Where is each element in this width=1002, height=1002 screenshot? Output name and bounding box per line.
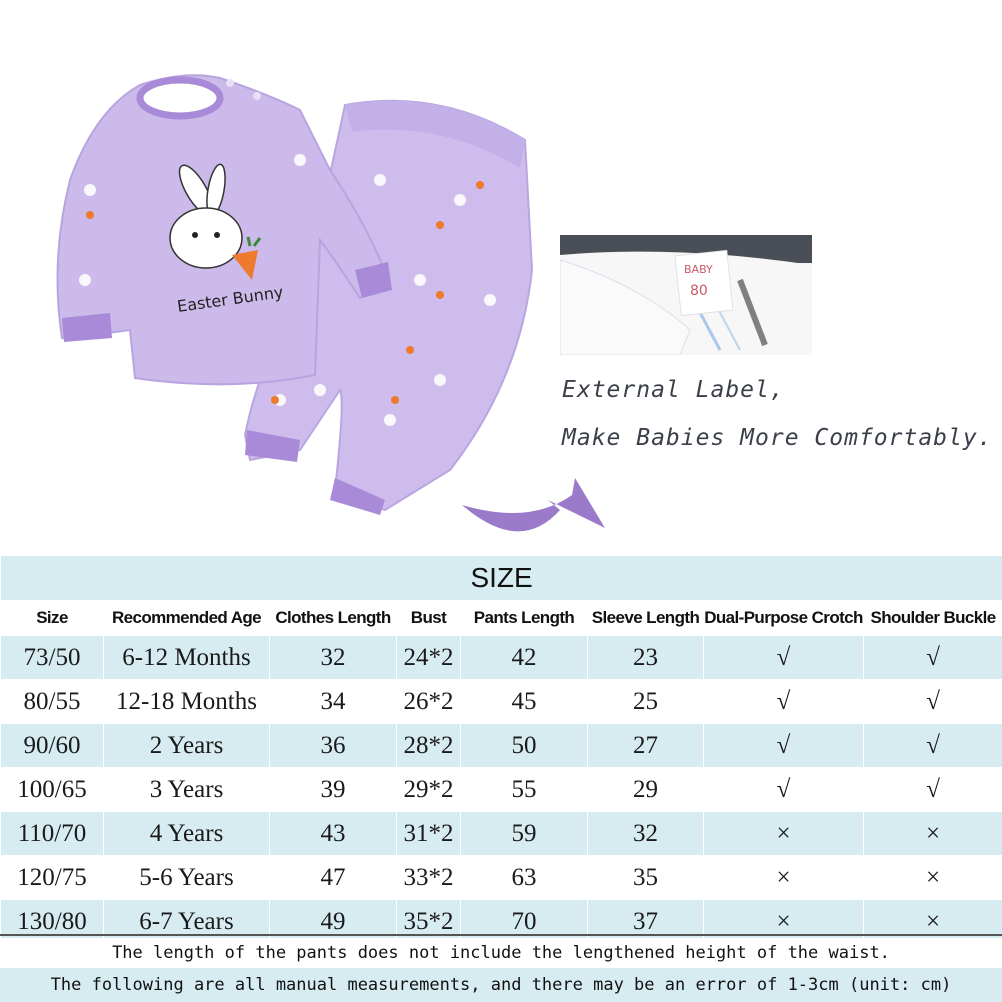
table-cell: 31*2 xyxy=(397,812,461,856)
table-cell: 35 xyxy=(588,856,704,900)
table-divider xyxy=(0,934,1002,936)
callout-line-1: External Label, xyxy=(562,377,785,403)
table-cell: √ xyxy=(864,724,1002,768)
table-cell: √ xyxy=(864,768,1002,812)
table-cell: 29*2 xyxy=(397,768,461,812)
table-cell: 50 xyxy=(461,724,588,768)
table-cell: 100/65 xyxy=(1,768,104,812)
table-cell: 90/60 xyxy=(1,724,104,768)
table-cell: × xyxy=(704,856,864,900)
table-cell: 27 xyxy=(588,724,704,768)
table-cell: 28*2 xyxy=(397,724,461,768)
note-waist: The length of the pants does not include the lengthened height of the waist. xyxy=(0,938,1002,968)
table-cell: 33*2 xyxy=(397,856,461,900)
table-cell: 35*2 xyxy=(397,900,461,944)
callout-line-2: Make Babies More Comfortably. xyxy=(562,425,993,451)
table-cell: 24*2 xyxy=(397,636,461,680)
table-row xyxy=(1,812,1002,856)
table-cell: 110/70 xyxy=(1,812,104,856)
table-cell: 45 xyxy=(461,680,588,724)
column-header: Dual-Purpose Crotch xyxy=(704,601,864,636)
table-cell: √ xyxy=(864,680,1002,724)
table-cell: × xyxy=(704,900,864,944)
table-cell: 43 xyxy=(270,812,397,856)
table-cell: 55 xyxy=(461,768,588,812)
table-cell: 25 xyxy=(588,680,704,724)
column-header: Clothes Length xyxy=(270,601,397,636)
table-cell: 12-18 Months xyxy=(104,680,270,724)
table-cell: 29 xyxy=(588,768,704,812)
label-photo xyxy=(560,235,812,355)
size-table-title: SIZE xyxy=(1,556,1002,601)
table-cell: √ xyxy=(704,636,864,680)
note-measurement: The following are all manual measurements, and there may be an error of 1-3cm (unit: cm) xyxy=(0,968,1002,1002)
table-cell: × xyxy=(864,900,1002,944)
table-cell: 130/80 xyxy=(1,900,104,944)
table-cell: × xyxy=(864,856,1002,900)
table-cell: 23 xyxy=(588,636,704,680)
table-cell: 47 xyxy=(270,856,397,900)
table-cell: √ xyxy=(864,636,1002,680)
table-cell: √ xyxy=(704,724,864,768)
table-cell: 39 xyxy=(270,768,397,812)
table-row xyxy=(1,856,1002,900)
label-tag-brand: BABY xyxy=(684,263,713,276)
table-cell: 80/55 xyxy=(1,680,104,724)
size-table xyxy=(0,555,1002,944)
table-cell: 42 xyxy=(461,636,588,680)
table-row xyxy=(1,900,1002,944)
column-header: Pants Length xyxy=(461,601,588,636)
table-row xyxy=(1,724,1002,768)
table-cell: √ xyxy=(704,768,864,812)
table-row xyxy=(1,680,1002,724)
table-cell: 3 Years xyxy=(104,768,270,812)
curved-arrow-icon xyxy=(462,478,605,531)
column-header: Recommended Age xyxy=(104,601,270,636)
table-row xyxy=(1,768,1002,812)
column-header: Size xyxy=(1,601,104,636)
table-cell: × xyxy=(704,812,864,856)
table-cell: 4 Years xyxy=(104,812,270,856)
table-cell: √ xyxy=(704,680,864,724)
table-cell: × xyxy=(864,812,1002,856)
table-cell: 73/50 xyxy=(1,636,104,680)
table-cell: 70 xyxy=(461,900,588,944)
table-cell: 5-6 Years xyxy=(104,856,270,900)
table-cell: 49 xyxy=(270,900,397,944)
column-header: Shoulder Buckle xyxy=(864,601,1002,636)
shirt-print-text: Easter Bunny xyxy=(175,282,285,316)
label-tag-size: 80 xyxy=(690,283,708,299)
table-cell: 32 xyxy=(270,636,397,680)
table-row xyxy=(1,636,1002,680)
column-header: Bust xyxy=(397,601,461,636)
table-cell: 63 xyxy=(461,856,588,900)
table-cell: 37 xyxy=(588,900,704,944)
table-cell: 36 xyxy=(270,724,397,768)
table-cell: 59 xyxy=(461,812,588,856)
table-cell: 6-12 Months xyxy=(104,636,270,680)
table-cell: 26*2 xyxy=(397,680,461,724)
table-cell: 6-7 Years xyxy=(104,900,270,944)
column-header: Sleeve Length xyxy=(588,601,704,636)
table-cell: 32 xyxy=(588,812,704,856)
table-cell: 120/75 xyxy=(1,856,104,900)
table-cell: 2 Years xyxy=(104,724,270,768)
table-cell: 34 xyxy=(270,680,397,724)
